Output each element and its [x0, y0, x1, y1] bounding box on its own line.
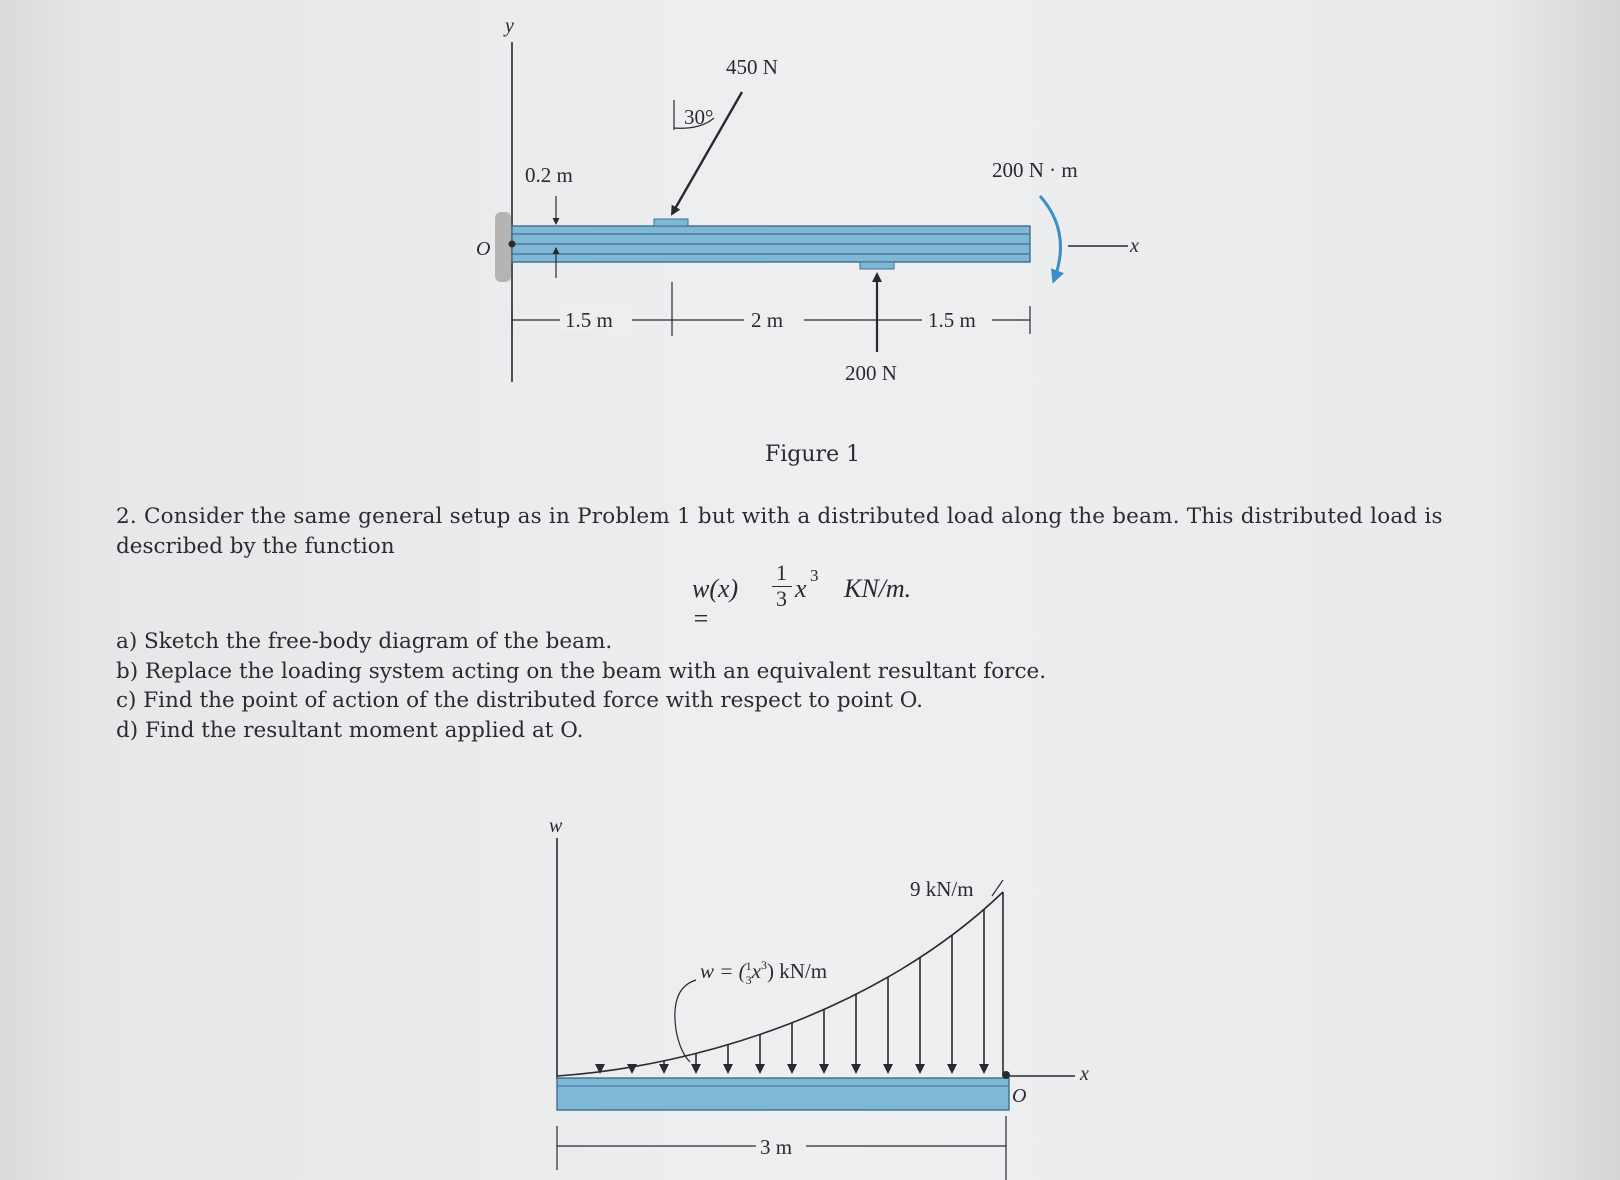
load-function-label: [700, 958, 827, 987]
load-arrow-head: [979, 1064, 989, 1074]
equation-fraction-num: 1: [776, 560, 787, 585]
part-b: b) Replace the loading system acting on the beam with an equivalent resultant force.: [116, 659, 1047, 684]
load-fn-prefix: w = (: [700, 959, 746, 983]
load-arrow-head: [691, 1064, 701, 1074]
load-arrow-head: [851, 1064, 861, 1074]
equation-fraction-den: 3: [776, 586, 787, 611]
load-fn-den: 3: [745, 973, 752, 987]
figure-1-caption: Figure 1: [765, 442, 861, 467]
origin-label: O: [476, 238, 491, 260]
equation-var: x: [795, 574, 807, 603]
force-200-label: 200 N: [845, 361, 897, 385]
beam-2: [557, 1078, 1009, 1110]
part-d: d) Find the resultant moment applied at O.: [116, 718, 584, 743]
dim-3m-label: 3 m: [760, 1135, 793, 1159]
load-curve: [557, 892, 1003, 1076]
part-c: c) Find the point of action of the distributed force with respect to point O.: [116, 688, 923, 713]
equation-units: KN/m.: [844, 574, 912, 603]
equation-lhs: w(x) =: [692, 574, 739, 633]
force-450-label: 450 N: [726, 55, 778, 79]
problem-statement-line-1: 2. Consider the same general setup as in Problem 1 but with a distributed load along the beam. This distributed load is: [116, 504, 1443, 529]
origin-point-2: [1002, 1071, 1010, 1079]
load-fn-var: x: [751, 959, 761, 983]
w-axis-label: w: [549, 815, 563, 837]
load-arrow-head: [659, 1064, 669, 1074]
x-axis-label-2: x: [1080, 1063, 1089, 1085]
dim-1-5m-left-label: 1.5 m: [565, 308, 613, 332]
dim-2m-label: 2 m: [751, 308, 784, 332]
load-arrows: [595, 909, 989, 1074]
part-a: a) Sketch the free-body diagram of the beam.: [116, 629, 613, 654]
load-arrow-head: [787, 1064, 797, 1074]
load-arrow-head: [755, 1064, 765, 1074]
load-arrow-head: [947, 1064, 957, 1074]
load-arrow-head: [723, 1064, 733, 1074]
load-arrow-head: [627, 1064, 637, 1074]
load-fn-suffix: ) kN/m: [767, 959, 828, 983]
load-fn-num: 1: [745, 959, 752, 973]
load-function-leader: [675, 980, 696, 1062]
x-axis-label: x: [1130, 235, 1139, 257]
origin-label-2: O: [1012, 1085, 1027, 1107]
max-load-label: 9 kN/m: [910, 877, 974, 901]
equation-exponent: 3: [810, 566, 819, 585]
load-fn-exp: 3: [761, 958, 767, 972]
y-axis-label: y: [505, 15, 514, 37]
moment-label: 200 N · m: [992, 158, 1078, 182]
dim-1-5m-right-label: 1.5 m: [928, 308, 976, 332]
dim-0-2m-label: 0.2 m: [525, 163, 573, 187]
angle-label: 30°: [684, 105, 714, 129]
problem-statement-line-2: described by the function: [116, 534, 395, 559]
load-arrow-head: [915, 1064, 925, 1074]
load-arrow-head: [819, 1064, 829, 1074]
load-arrow-head: [883, 1064, 893, 1074]
